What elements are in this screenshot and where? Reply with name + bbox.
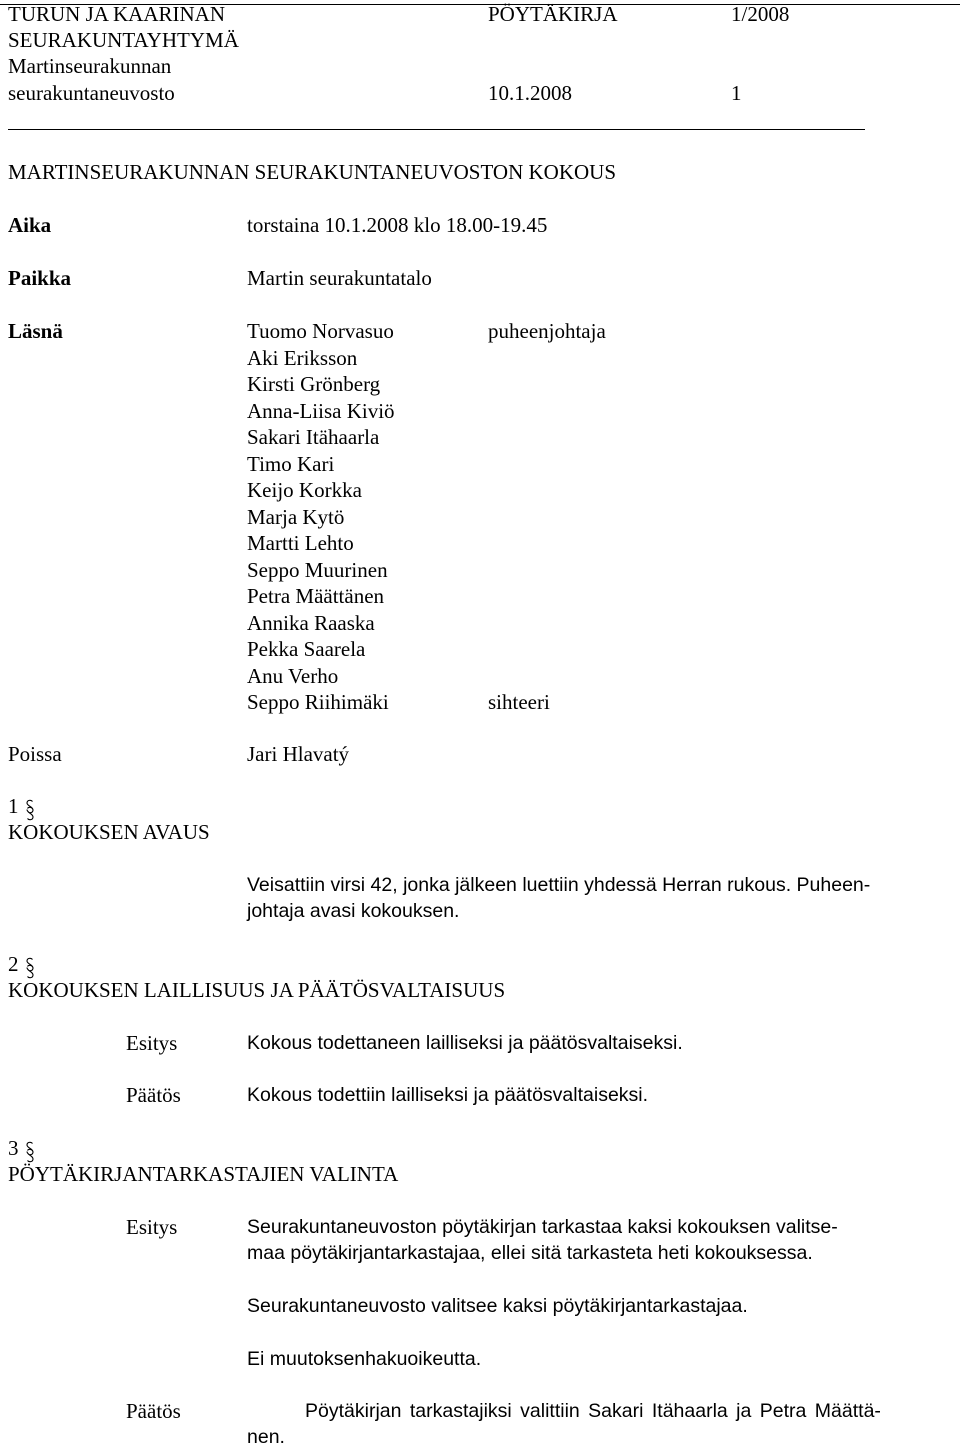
org-name-line4: seurakuntaneuvosto — [8, 81, 175, 105]
header-bottom-rule — [8, 129, 865, 130]
time-label: Aika — [8, 213, 52, 237]
page-number: 1 — [731, 81, 742, 105]
attendee-role: puheenjohtaja — [488, 319, 606, 343]
document-title: MARTINSEURAKUNNAN SEURAKUNTANEUVOSTON KOKOUS — [8, 160, 617, 184]
section-1-text-line1: Veisattiin virsi 42, jonka jälkeen luettiin yhdessä Herran rukous. Puheen- — [247, 874, 871, 896]
section-3-proposal-paragraph3: Ei muutoksenhakuoikeutta. — [247, 1348, 482, 1370]
attendee-name: Anna-Liisa Kiviö — [247, 398, 395, 423]
section-3-title: PÖYTÄKIRJANTARKASTAJIEN VALINTA — [8, 1162, 399, 1186]
attendee-name: Petra Määttänen — [247, 584, 385, 608]
time-value: torstaina 10.1.2008 klo 18.00-19.45 — [247, 213, 548, 237]
section-sign-icon — [25, 1141, 35, 1163]
section-3-decision-line2: nen. — [247, 1426, 285, 1448]
section-3-number — [8, 1135, 35, 1163]
section-1-text-line2: johtaja avasi kokouksen. — [247, 900, 460, 922]
section-3-proposal-paragraph2: Seurakuntaneuvosto valitsee kaksi pöytäkirjantarkastajaa. — [247, 1295, 748, 1317]
section-3-proposal-line2: maa pöytäkirjantarkastajaa, ellei sitä tarkasteta heti kokouksessa. — [247, 1242, 813, 1264]
place-value: Martin seurakuntatalo — [247, 266, 432, 290]
section-1-number — [8, 793, 35, 821]
absent-label: Poissa — [8, 742, 62, 766]
section-2-number — [8, 951, 35, 979]
section-2-title: KOKOUKSEN LAILLISUUS JA PÄÄTÖSVALTAISUUS — [8, 978, 506, 1002]
attendee-name: Sakari Itähaarla — [247, 425, 380, 449]
place-label: Paikka — [8, 266, 72, 290]
section-sign-icon — [25, 799, 35, 821]
section-2-decision: Kokous todettiin lailliseksi ja päätösvaltaiseksi. — [247, 1084, 649, 1106]
section-3-decision-line1: Pöytäkirjan tarkastajiksi valittiin Sakari Itähaarla ja Petra Määttä- — [305, 1400, 881, 1422]
org-name-line1: TURUN JA KAARINAN — [8, 2, 226, 26]
attendee-name: Marja Kytö — [247, 504, 345, 529]
section-2-proposal-label: Esitys — [126, 1031, 178, 1055]
document-number: 1/2008 — [731, 2, 790, 26]
section-number: 3 — [8, 1136, 19, 1160]
attendee-name: Anu Verho — [247, 663, 339, 688]
section-1-title: KOKOUKSEN AVAUS — [8, 820, 210, 844]
attendee-name: Seppo Muurinen — [247, 557, 388, 582]
section-3-proposal-label: Esitys — [126, 1215, 178, 1239]
org-name-line3: Martinseurakunnan — [8, 54, 172, 78]
attendee-name: Pekka Saarela — [247, 637, 366, 661]
section-number: 1 — [8, 794, 19, 818]
attendee-name: Martti Lehto — [247, 531, 354, 555]
attendee-name: Kirsti Grönberg — [247, 372, 381, 396]
section-3-decision-label: Päätös — [126, 1399, 181, 1423]
absent-value: Jari Hlavatý — [247, 742, 350, 766]
attendee-name: Seppo Riihimäki — [247, 690, 389, 714]
section-sign-icon — [25, 957, 35, 979]
attendee-name: Keijo Korkka — [247, 478, 362, 502]
attendee-name: Timo Kari — [247, 451, 335, 476]
document-type: PÖYTÄKIRJA — [488, 2, 618, 26]
org-name-line2: SEURAKUNTAYHTYMÄ — [8, 28, 239, 52]
meeting-date: 10.1.2008 — [488, 81, 572, 105]
section-3-proposal-line1: Seurakuntaneuvoston pöytäkirjan tarkastaa kaksi kokouksen valitse- — [247, 1216, 838, 1238]
attendee-name: Tuomo Norvasuo — [247, 319, 394, 343]
section-number: 2 — [8, 952, 19, 976]
attendee-name: Annika Raaska — [247, 610, 375, 635]
section-2-decision-label: Päätös — [126, 1083, 181, 1107]
attendee-name: Aki Eriksson — [247, 345, 358, 370]
present-label: Läsnä — [8, 319, 63, 343]
section-2-proposal: Kokous todettaneen lailliseksi ja päätösvaltaiseksi. — [247, 1032, 683, 1054]
attendee-role: sihteeri — [488, 690, 550, 714]
